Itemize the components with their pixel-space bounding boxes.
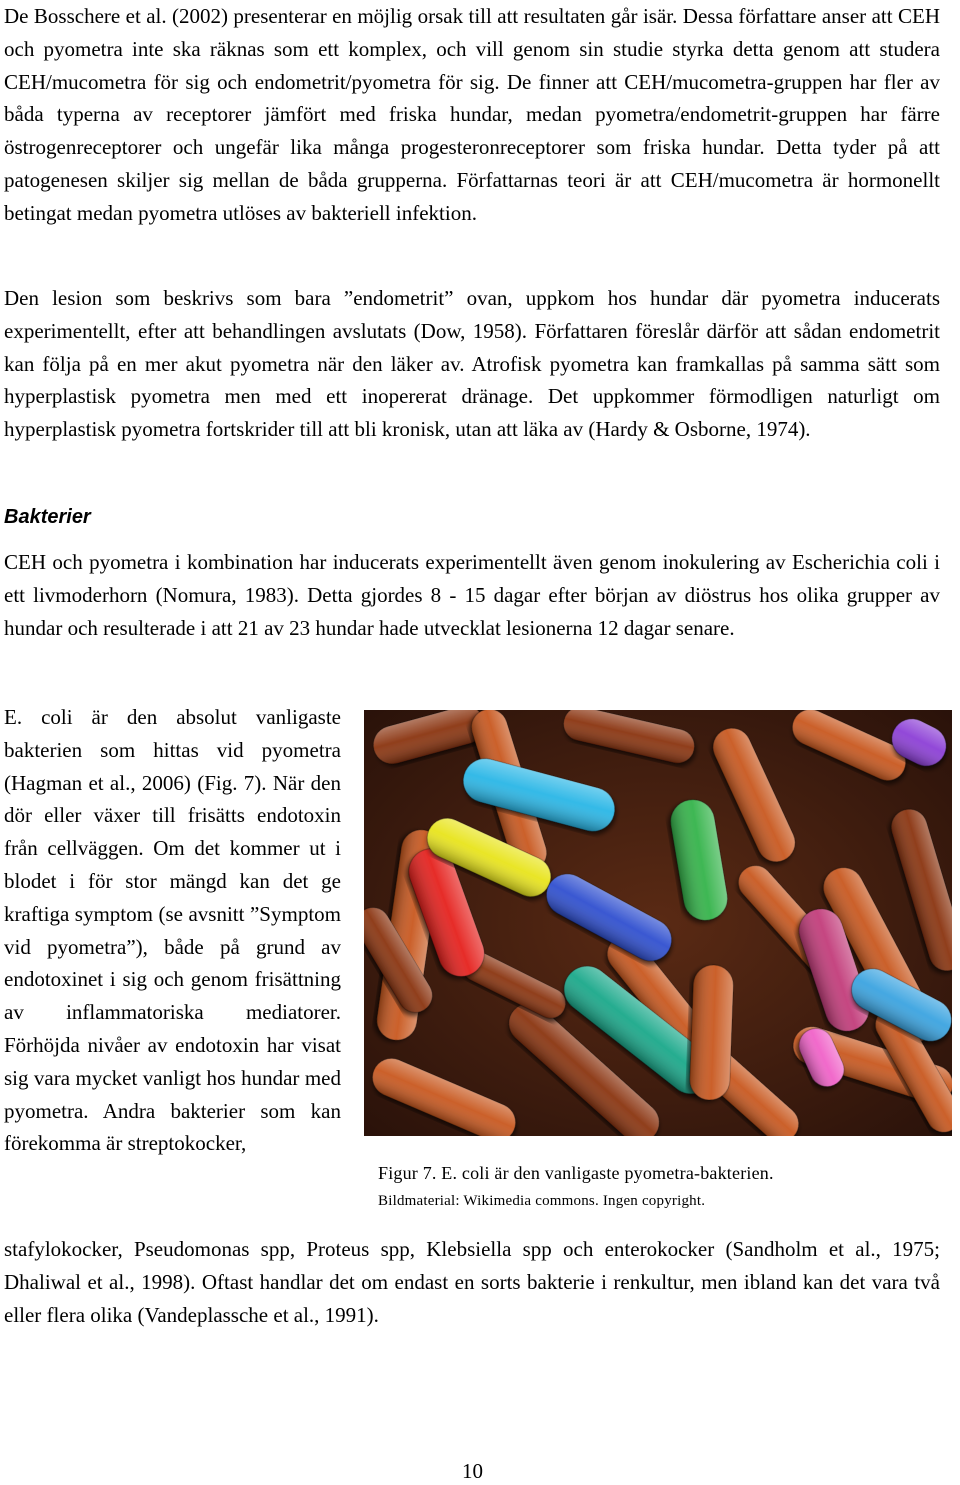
page-number: 10 bbox=[462, 1459, 483, 1483]
bacterium-orange bbox=[689, 964, 734, 1100]
paragraph-de-bosschere: De Bosschere et al. (2002) presenterar en möjlig orsak till att resultaten går isär. Dessa författare anser att CEH och pyometra inte ska räknas som ett komplex, och vill genom sin studie styrka detta genom att studera CEH/mucometra för sig och endometrit/pyometra för sig. De finner att CEH/mucometra-gruppen har fler av båda typerna av receptorer jämfört med friska hundar, medan pyometra/endometrit-gruppen har färre östrogenreceptorer och ungefär lika många progesteronreceptorer som friska hundar. Detta tyder på att patogenesen skiljer sig mellan de båda grupperna. Författarnas teori är att CEH/mucometra är hormonellt betingat medan pyometra utlöses av bakteriell infektion. bbox=[4, 4, 940, 225]
paragraph-endometrit: Den lesion som beskrivs som bara ”endometrit” ovan, uppkom hos hundar där pyometra inducerats experimentellt, efter att behandlingen avslutats (Dow, 1958). Författaren föreslår därför att sådan endometrit kan följa på en mer akut pyometra när den läker av. Atrofisk pyometra kan framkallas på samma sätt som hyperplastisk pyometra men med ett inopererat dränage. Det uppkommer förmodligen naturligt om hyperplastisk pyometra fortskrider till att bli kronisk, utan att läka av (Hardy & Osborne, 1974). bbox=[4, 286, 940, 442]
figure-credit: Bildmaterial: Wikimedia commons. Ingen copyright. bbox=[378, 1193, 706, 1209]
section-heading-bakterier: Bakterier bbox=[4, 506, 91, 528]
ecoli-micrograph-figure bbox=[364, 710, 952, 1136]
paragraph-inokulering: CEH och pyometra i kombination har inducerats experimentellt även genom inokulering av Escherichia coli i ett livmoderhorn (Nomura, 1983). Detta gjordes 8 - 15 dagar efter början av diöstrus hos olika grupper av hundar och resulterade i att 21 av 23 hundar hade utvecklat lesionerna 12 dagar senare. bbox=[4, 550, 940, 640]
paragraph-andra-bakterier: stafylokocker, Pseudomonas spp, Proteus spp, Klebsiella spp och enterokocker (Sandholm et al., 1975; Dhaliwal et al., 1998). Oftast handlar det om endast en sorts bakterie i renkultur, men ibland kan det vara två eller flera olika (Vandeplassche et al., 1991). bbox=[4, 1237, 940, 1327]
ecoli-micrograph-image bbox=[364, 710, 952, 1136]
paragraph-ecoli-wrapped: E. coli är den absolut vanligaste bakterien som hittas vid pyometra (Hagman et al., 2006) (Fig. 7). När den dör eller växer till frisätts endotoxin från cellväggen. Om det kommer ut i blodet i för stor mängd kan det ge kraftiga symptom (se avsnitt ”Symptom vid pyometra”), både på grund av endotoxinet i sig och genom frisättning av inflammatoriska mediatorer. Förhöjda nivåer av endotoxin har visat sig vara mycket vanligt hos hundar med pyometra. Andra bakterier som kan förekomma är streptokocker, bbox=[4, 705, 341, 1156]
figure-caption: Figur 7. E. coli är den vanligaste pyometra-bakterien. bbox=[378, 1163, 774, 1183]
